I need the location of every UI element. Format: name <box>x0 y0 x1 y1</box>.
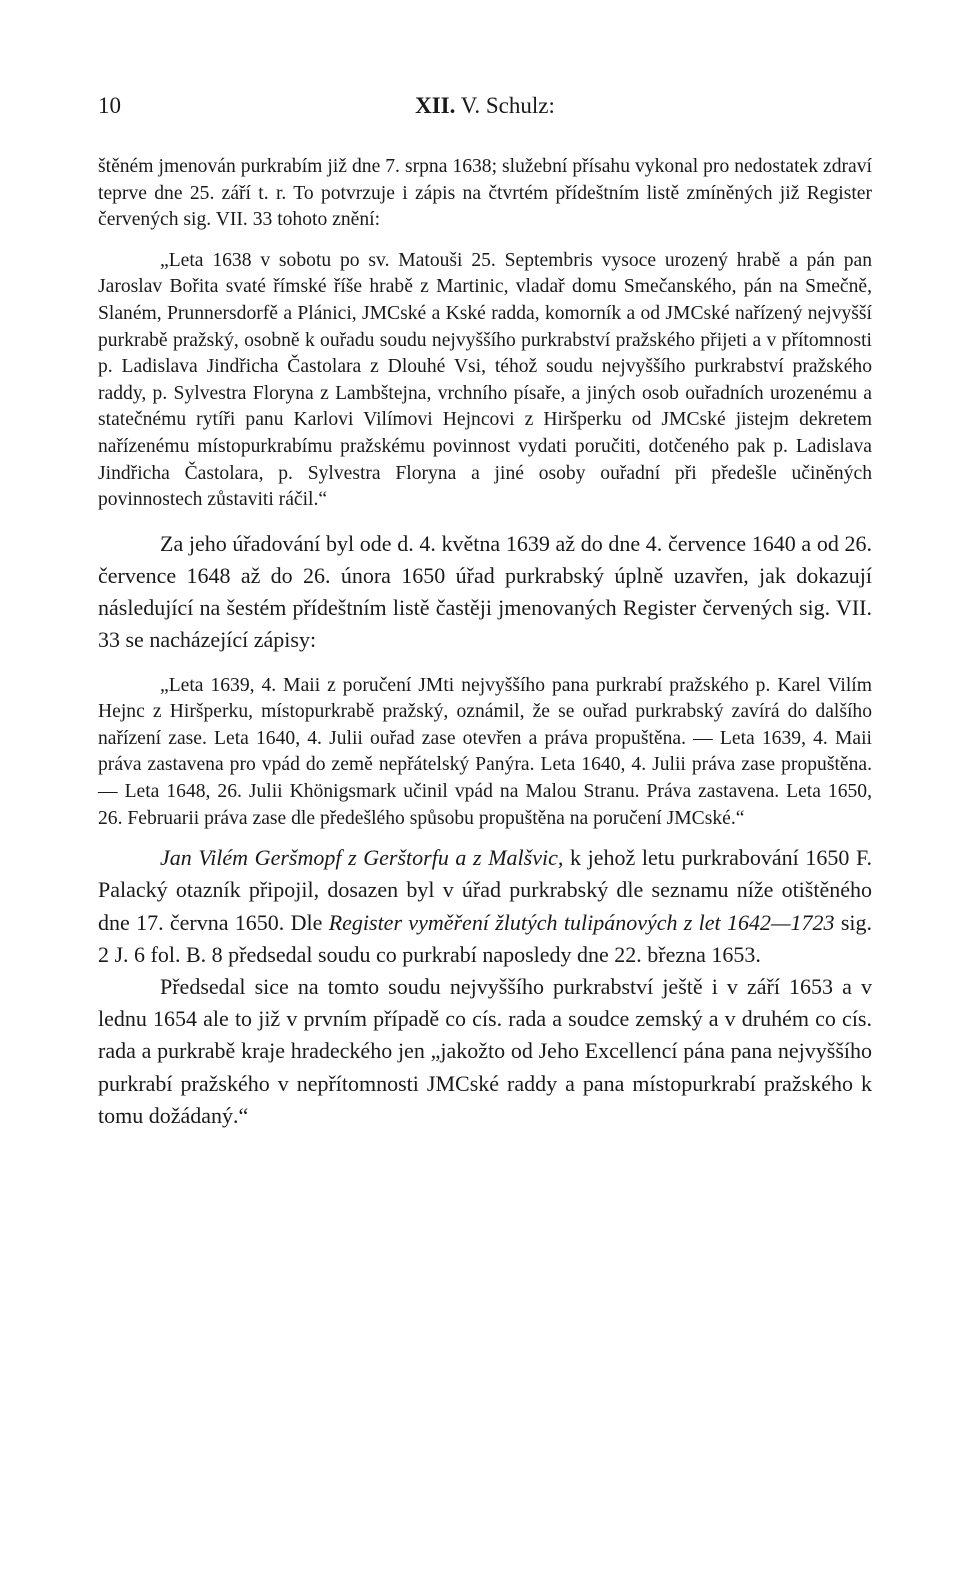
paragraph-gerstorf <box>98 842 872 971</box>
paragraph-gerstorf-text-2: sig. 2 J. 6 fol. B. 8 předsedal soudu co purkrabí naposledy dne 22. března 1653. <box>98 909 872 967</box>
register-title: Register vyměření žlutých tulipánových z let 1642—1723 <box>328 909 835 935</box>
quote-record-1638: „Leta 1638 v sobotu po sv. Matouši 25. Septembris vysoce urozený hrabě a pán pan Jaroslav Bořita svaté římské říše hrabě z Martinic, vladař domu Smečanského, pán na Smečně, Slaném, Prunnersdorfě a Plánici, JMCské a Kské radda, komorník a od JMCské nařízený nejvyšší purkrabě pražský, osobně k ouřadu soudu nejvyššího purkrabství pražského přijeti a v přítomnosti p. Ladislava Jindřicha Častolara z Dlouhé Vsi, téhož soudu nejvyššího purkrabství pražského raddy, p. Sylvestra Floryna z Lambštejna, vrchního písaře, a jiných osob ouřadních urozenému a statečnému rytíři panu Karlovi Vilímovi Hejncovi z Hiršperku od JMCské jistejm dekretem nařízenému místopurkrabímu pražskému povinnost vydati poručiti, dotčeného pak p. Ladislava Jindřicha Častolara, p. Sylvestra Floryna a jiné osoby ouřadní při předešle učiněných povinnostech zůstaviti ráčil.“ <box>98 249 872 511</box>
paragraph-office-closures: Za jeho úřadování byl ode d. 4. května 1639 až do dne 4. července 1640 a od 26. července 1648 až do 26. února 1650 úřad purkrabský úplně uzavřen, jak dokazují následující na šestém přídeštním listě častěji jmenovaných Register červených sig. VII. 33 se nacházející zápisy: <box>98 530 872 653</box>
quote-records-1639-1650: „Leta 1639, 4. Maii z poručení JMti nejvyššího pana purkrabí pražského p. Karel Vilím Hejnc z Hiršperku, místopurkrabě pražský, oznámil, že se ouřad purkrabský zavírá do dalšího nařízení zase. Leta 1640, 4. Julii ouřad zase otevřen a práva propuštěna. — Leta 1639, 4. Maii práva zastavena pro vpád do země nepřátelský Panýra. Leta 1640, 4. Julii práva zase propuštěna. — Leta 1648, 26. Julii Khönigsmark učinil vpád na Malou Stranu. Práva zastavena. Leta 1650, 26. Februarii práva zase dle předešlého spůsobu propuštěna na poručení JMCské.“ <box>98 674 872 829</box>
paragraph-gerstorf-text-1: k jehož letu purkrabování 1650 F. Palacký otazník připojil, dosazen byl v úřad purkrabský dle seznamu níže otištěného dne 17. června 1650. Dle <box>98 845 872 935</box>
running-head <box>98 88 872 124</box>
page-number: 10 <box>98 93 121 118</box>
author-name: V. Schulz: <box>460 93 555 118</box>
person-name: Jan Vilém Geršторf z Gerštorfu a z Malšvic, <box>160 845 564 871</box>
paragraph-later-service: Předsedal sice na tomto soudu nejvyššího purkrabství ještě i v září 1653 a v lednu 1654 ale to již v prvním případě co cís. rada a soudce zemský a v druhém co cís. rada a purkrabě kraje hradeckého jen „jakožto od Jeho Excellencí pána pana nejvyššího purkrabí pražského v nepřítomnosti JMCské raddy a pana místopurkrabí pražského k tomu dožádaný.“ <box>98 973 872 1128</box>
chapter-number: XII. <box>415 93 456 118</box>
document-page <box>98 88 872 1132</box>
running-title <box>98 88 872 124</box>
paragraph-intro: štěném jmenován purkrabím již dne 7. srpna 1638; služební přísahu vykonal pro nedostatek zdraví teprve dne 25. září t. r. To potvrzuje i zápis na čtvrtém přídeštním listě zmíněných již Register červených sig. VII. 33 tohoto znění: <box>98 156 872 231</box>
